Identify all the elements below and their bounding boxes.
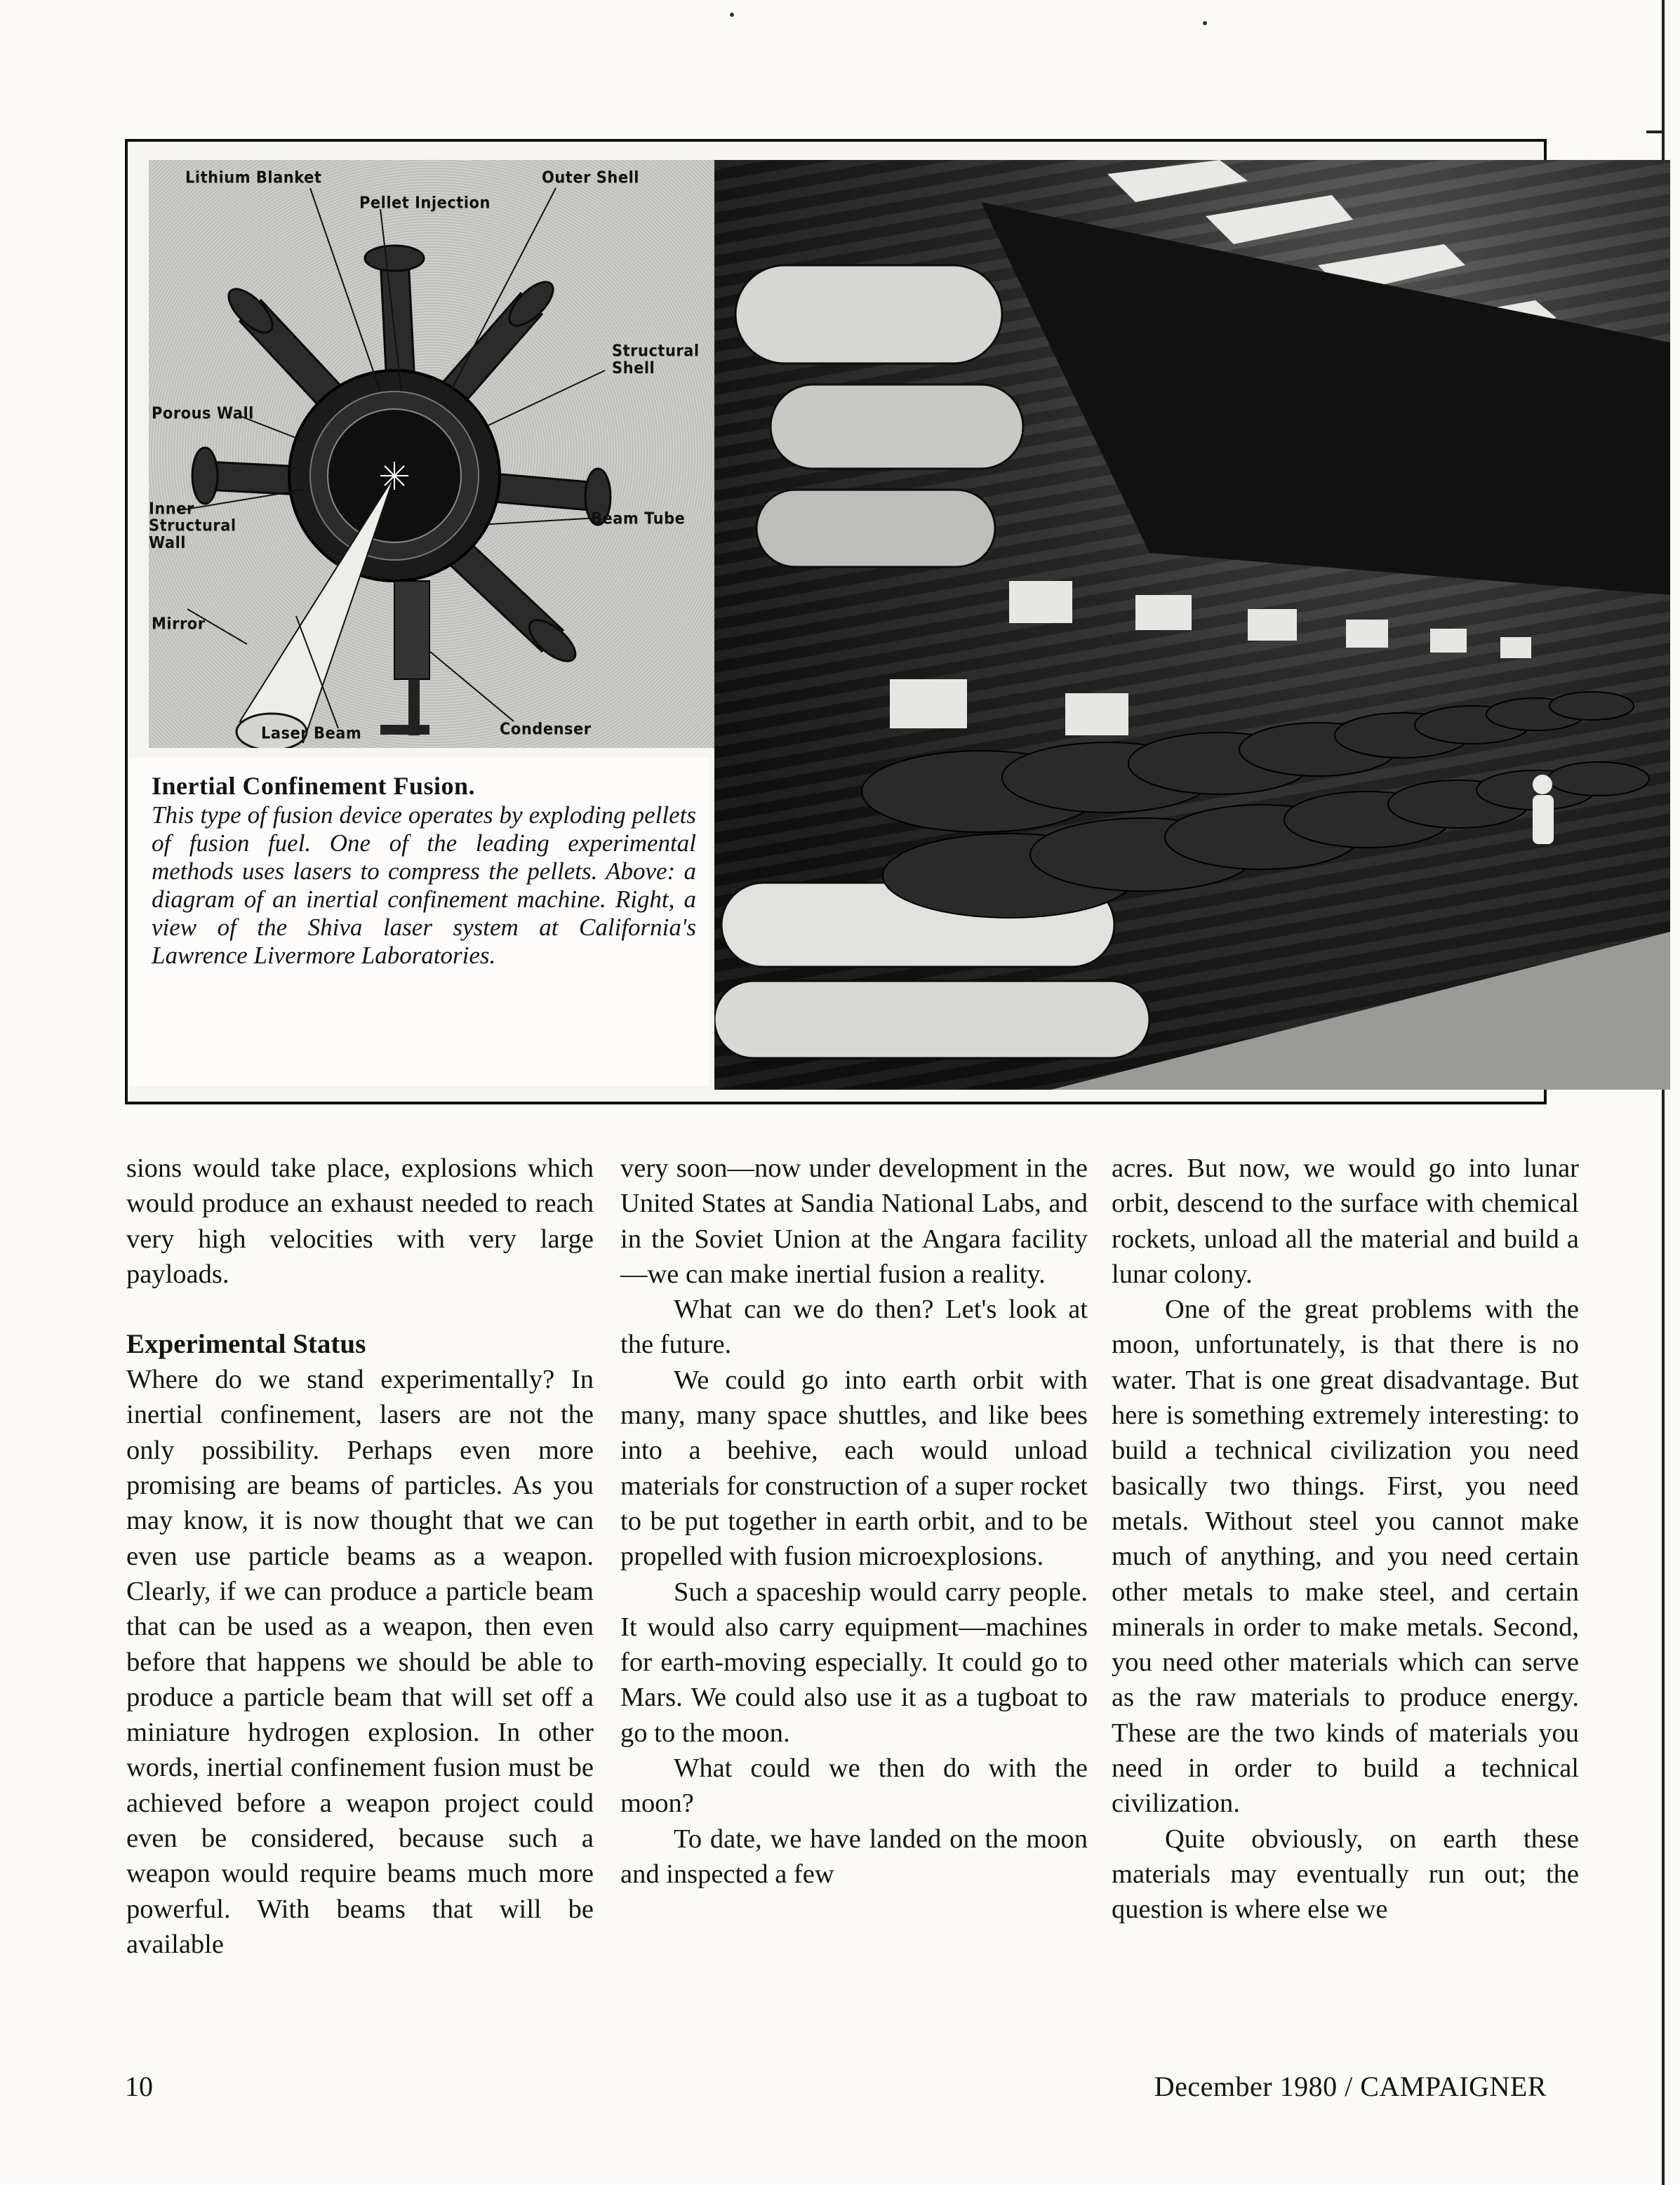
diagram-label-beam-tube: Beam Tube — [591, 509, 686, 528]
fusion-machine-diagram-art — [149, 160, 714, 748]
fusion-machine-diagram — [149, 160, 714, 748]
margin-tick — [1646, 131, 1665, 133]
shiva-laser-photo — [714, 160, 1670, 1090]
paragraph: Where do we stand experimentally? In inertial confinement, lasers are not the only possibility. Perhaps even more promising are beams of particles. As you may know, it is now thought that we can even use particle beams as a weapon. Clearly, if we can produce a particle beam that can be used as a weapon, then even before that happens we should be able to produce a particle beam that will set off a miniature hydrogen explosion. In other words, inertial confinement fusion must be achieved before a weapon project could even be considered, because such a weapon would require beams much more powerful. With beams that will be available — [126, 1365, 594, 1959]
figure-caption — [129, 758, 709, 1086]
paragraph: sions would take place, explosions which would produce an exhaust needed to reach very high velocities with very large payloads. — [126, 1154, 594, 1289]
text-column-2 — [620, 1151, 1088, 1892]
caption-body: This type of fusion device operates by exploding pellets of fusion fuel. One of the leading experimental methods uses lasers to compress the pellets. Above: a diagram of an inertial confinement machine. Right, a view of the Shiva laser system at California's Lawrence Livermore Laboratories. — [152, 801, 696, 969]
caption-title: Inertial Confinement Fusion. — [152, 772, 476, 800]
figure — [125, 139, 1547, 1104]
paragraph: What can we do then? Let's look at the future. — [620, 1295, 1088, 1360]
speck — [730, 13, 734, 17]
diagram-label-inner-structural-wall: Inner Structural Wall — [149, 499, 236, 552]
paragraph: very soon—now under development in the United States at Sandia National Labs, and in the Soviet Union at the Angara facility—we can make inertial fusion a reality. — [620, 1154, 1088, 1289]
paragraph: Such a spaceship would carry people. It would also carry equipment—machines for earth-moving especially. It could go to Mars. We could also use it as a tugboat to go to the moon. — [620, 1577, 1088, 1748]
issue-line: December 1980 / CAMPAIGNER — [1154, 2071, 1547, 2102]
diagram-label-outer-shell: Outer Shell — [542, 168, 639, 187]
paragraph: acres. But now, we would go into lunar orbit, descend to the surface with chemical rockets, unload all the material and build a lunar colony. — [1112, 1154, 1579, 1289]
paragraph: To date, we have landed on the moon and inspected a few — [620, 1824, 1088, 1889]
diagram-label-laser-beam: Laser Beam — [261, 723, 362, 743]
diagram-label-condenser: Condenser — [500, 719, 592, 739]
page-number: 10 — [125, 2071, 153, 2102]
paragraph: One of the great problems with the moon, unfortunately, is that there is no water. That is one great disadvantage. But here is something extremely interesting: to build a technical civilization you need basically two things. First, you need metals. Without steel you cannot make much of anything, and you need certain other metals to make steel, and certain minerals in order to make metals. Second, you need other materials which can serve as the raw materials to produce energy. These are the two kinds of materials you need in order to build a technical civilization. — [1112, 1295, 1579, 1819]
speck — [1203, 21, 1207, 25]
paragraph: What could we then do with the moon? — [620, 1753, 1088, 1819]
paragraph: Quite obviously, on earth these materials may eventually run out; the question is where else we — [1112, 1824, 1579, 1925]
text-column-1 — [126, 1151, 594, 1962]
text-column-3 — [1112, 1151, 1579, 1927]
diagram-label-mirror: Mirror — [152, 614, 206, 634]
section-heading: Experimental Status — [126, 1329, 366, 1360]
diagram-label-pellet-injection: Pellet Injection — [359, 193, 491, 213]
paragraph: We could go into earth orbit with many, many space shuttles, and like bees into a beehive, each would unload materials for construction of a super rocket to be put together in earth orbit, and to be propelled with fusion microexplosions. — [620, 1365, 1088, 1572]
diagram-label-porous-wall: Porous Wall — [152, 403, 254, 423]
shiva-laser-photo-art — [714, 160, 1670, 1090]
diagram-label-lithium-blanket: Lithium Blanket — [185, 168, 322, 187]
diagram-label-structural-shell: Structural Shell — [612, 341, 700, 377]
